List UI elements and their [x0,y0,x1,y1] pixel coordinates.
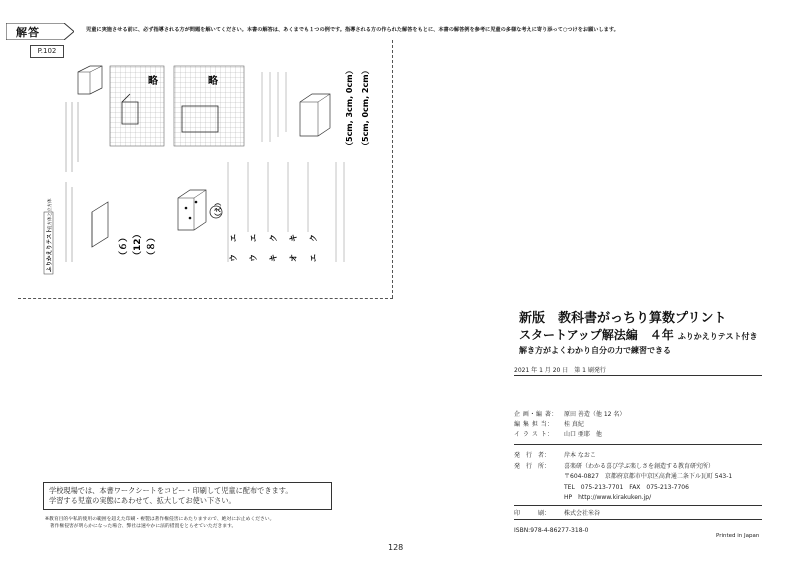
coordinate-box [300,94,330,136]
svg-text:（８）: （８） [147,232,157,260]
box-drawing-top [78,66,102,94]
svg-text:（６）: （６） [119,232,129,260]
svg-text:略: 略 [148,76,158,87]
credit-row: 企 画・編 著： 原田 善造（他 12 名） [514,411,626,418]
grid-answer-2 [174,66,244,146]
issuer-value: 岸本 なおこ [564,452,596,459]
cuboid-diagram [92,202,108,247]
book-subtitle-main: スタートアップ解法編 ４年 [519,328,674,342]
instruction-note: 児童に実施させる前に、必ず指導される方が問題を解いてください。本書の解答は、あくまでも１つの例です。指導される方の作られた解答をもとに、本書の解答例を参考に児童の多様な考えに寄り添って○つけをお願いします。 [86,27,619,33]
svg-text:ク: ク [269,234,278,242]
answer-q3 [210,199,222,220]
svg-text:（12）: （12） [133,229,143,260]
svg-text:エ: エ [249,234,258,242]
book-tagline: 解き方がよくわかり自分の力で練習できる [519,346,671,355]
copyright-footnote [45,516,274,530]
printer [514,508,600,517]
address: 〒604-0827 京都府京都市中京区高倉通二条下ル瓦町 543-1 [564,473,733,480]
copy-notice-line2: 学習する児童の実態にあわせて、拡大してお使い下さい。 [49,496,236,505]
divider [514,519,762,520]
phone-fax: TEL 075-213-7701 FAX 075-213-7706 [564,483,689,491]
cut-line-horizontal [18,298,393,299]
page-number: 128 [388,543,404,552]
answers-q1 [118,229,157,260]
publication-date: 2021 年 1 月 20 日 第 1 刷発行 [514,367,606,374]
answer-tag [6,23,74,40]
footnote-line2: 著作権侵害が明らかになった場合、弊社は速やかに法的措置をとらせていただきます。 [45,524,237,529]
svg-text:（5cm, 3cm, 0cm）: （5cm, 3cm, 0cm） [345,66,354,150]
svg-text:オ: オ [289,254,298,262]
svg-text:（5cm, 0cm, 2cm）: （5cm, 0cm, 2cm） [361,66,370,150]
isbn: ISBN:978-4-86277-318-0 [514,527,589,534]
svg-text:キ: キ [269,254,278,262]
svg-text:略: 略 [208,76,218,87]
printer-key: 印 刷： [514,510,551,517]
office-value: 喜楽研（わかる喜び学ぶ楽しさを創造する教育研究所） [564,462,715,470]
divider [514,505,762,506]
copy-notice-line1: 学校現場では、本書ワークシートをコピー・印刷して児童に配布できます。 [49,486,293,495]
answers-katakana [229,234,318,262]
svg-text:エ: エ [229,234,238,242]
worksheet-thumbnail [30,62,382,292]
credit-row: 編 集 担 当： 桂 真紀 [514,421,584,428]
svg-text:ふりかえりテスト: ふりかえりテスト [47,228,53,272]
printer-value: 株式会社米谷 [564,510,601,517]
svg-text:（え）: （え） [214,199,222,220]
divider [514,375,762,376]
svg-text:ク: ク [309,234,318,242]
book-title: 新版 教科書がっちり算数プリント [519,311,727,326]
book-subtitle-small: ふりかえりテスト付き [677,332,758,341]
credit-row: イ ラ ス ト： 山口 亜耶 他 [514,431,602,438]
worksheet-title [44,198,53,274]
answer-tag-label: 解答 [16,26,40,39]
svg-text:ウ: ウ [229,254,238,262]
issuer-key: 発 行 者： [514,452,551,459]
svg-text:キ: キ [289,234,298,242]
cube-diagram [178,190,206,230]
book-subtitle [519,326,758,343]
grid-answer-1 [110,66,164,146]
copy-notice [43,482,332,510]
coordinate-answers [344,66,370,150]
divider [514,444,762,445]
homepage: HP http://www.kirakuken.jp/ [564,494,652,501]
page-reference: P.102 [30,45,64,58]
svg-text:直方体と立方体: 直方体と立方体 [48,198,53,230]
svg-text:エ: エ [309,254,318,262]
worksheet-figure [30,62,382,292]
publisher-info [514,451,732,504]
office-key: 発 行 所： [514,462,551,470]
footnote-line1: ※教育目的や私的使用の範囲を超えた印刷・複製は著作権侵害にあたりますので、絶対にお止めください。 [45,517,275,522]
cut-line-vertical [392,40,393,298]
credits [514,410,625,440]
printed-in: Printed in Japan [716,533,760,539]
svg-text:ウ: ウ [249,254,258,262]
